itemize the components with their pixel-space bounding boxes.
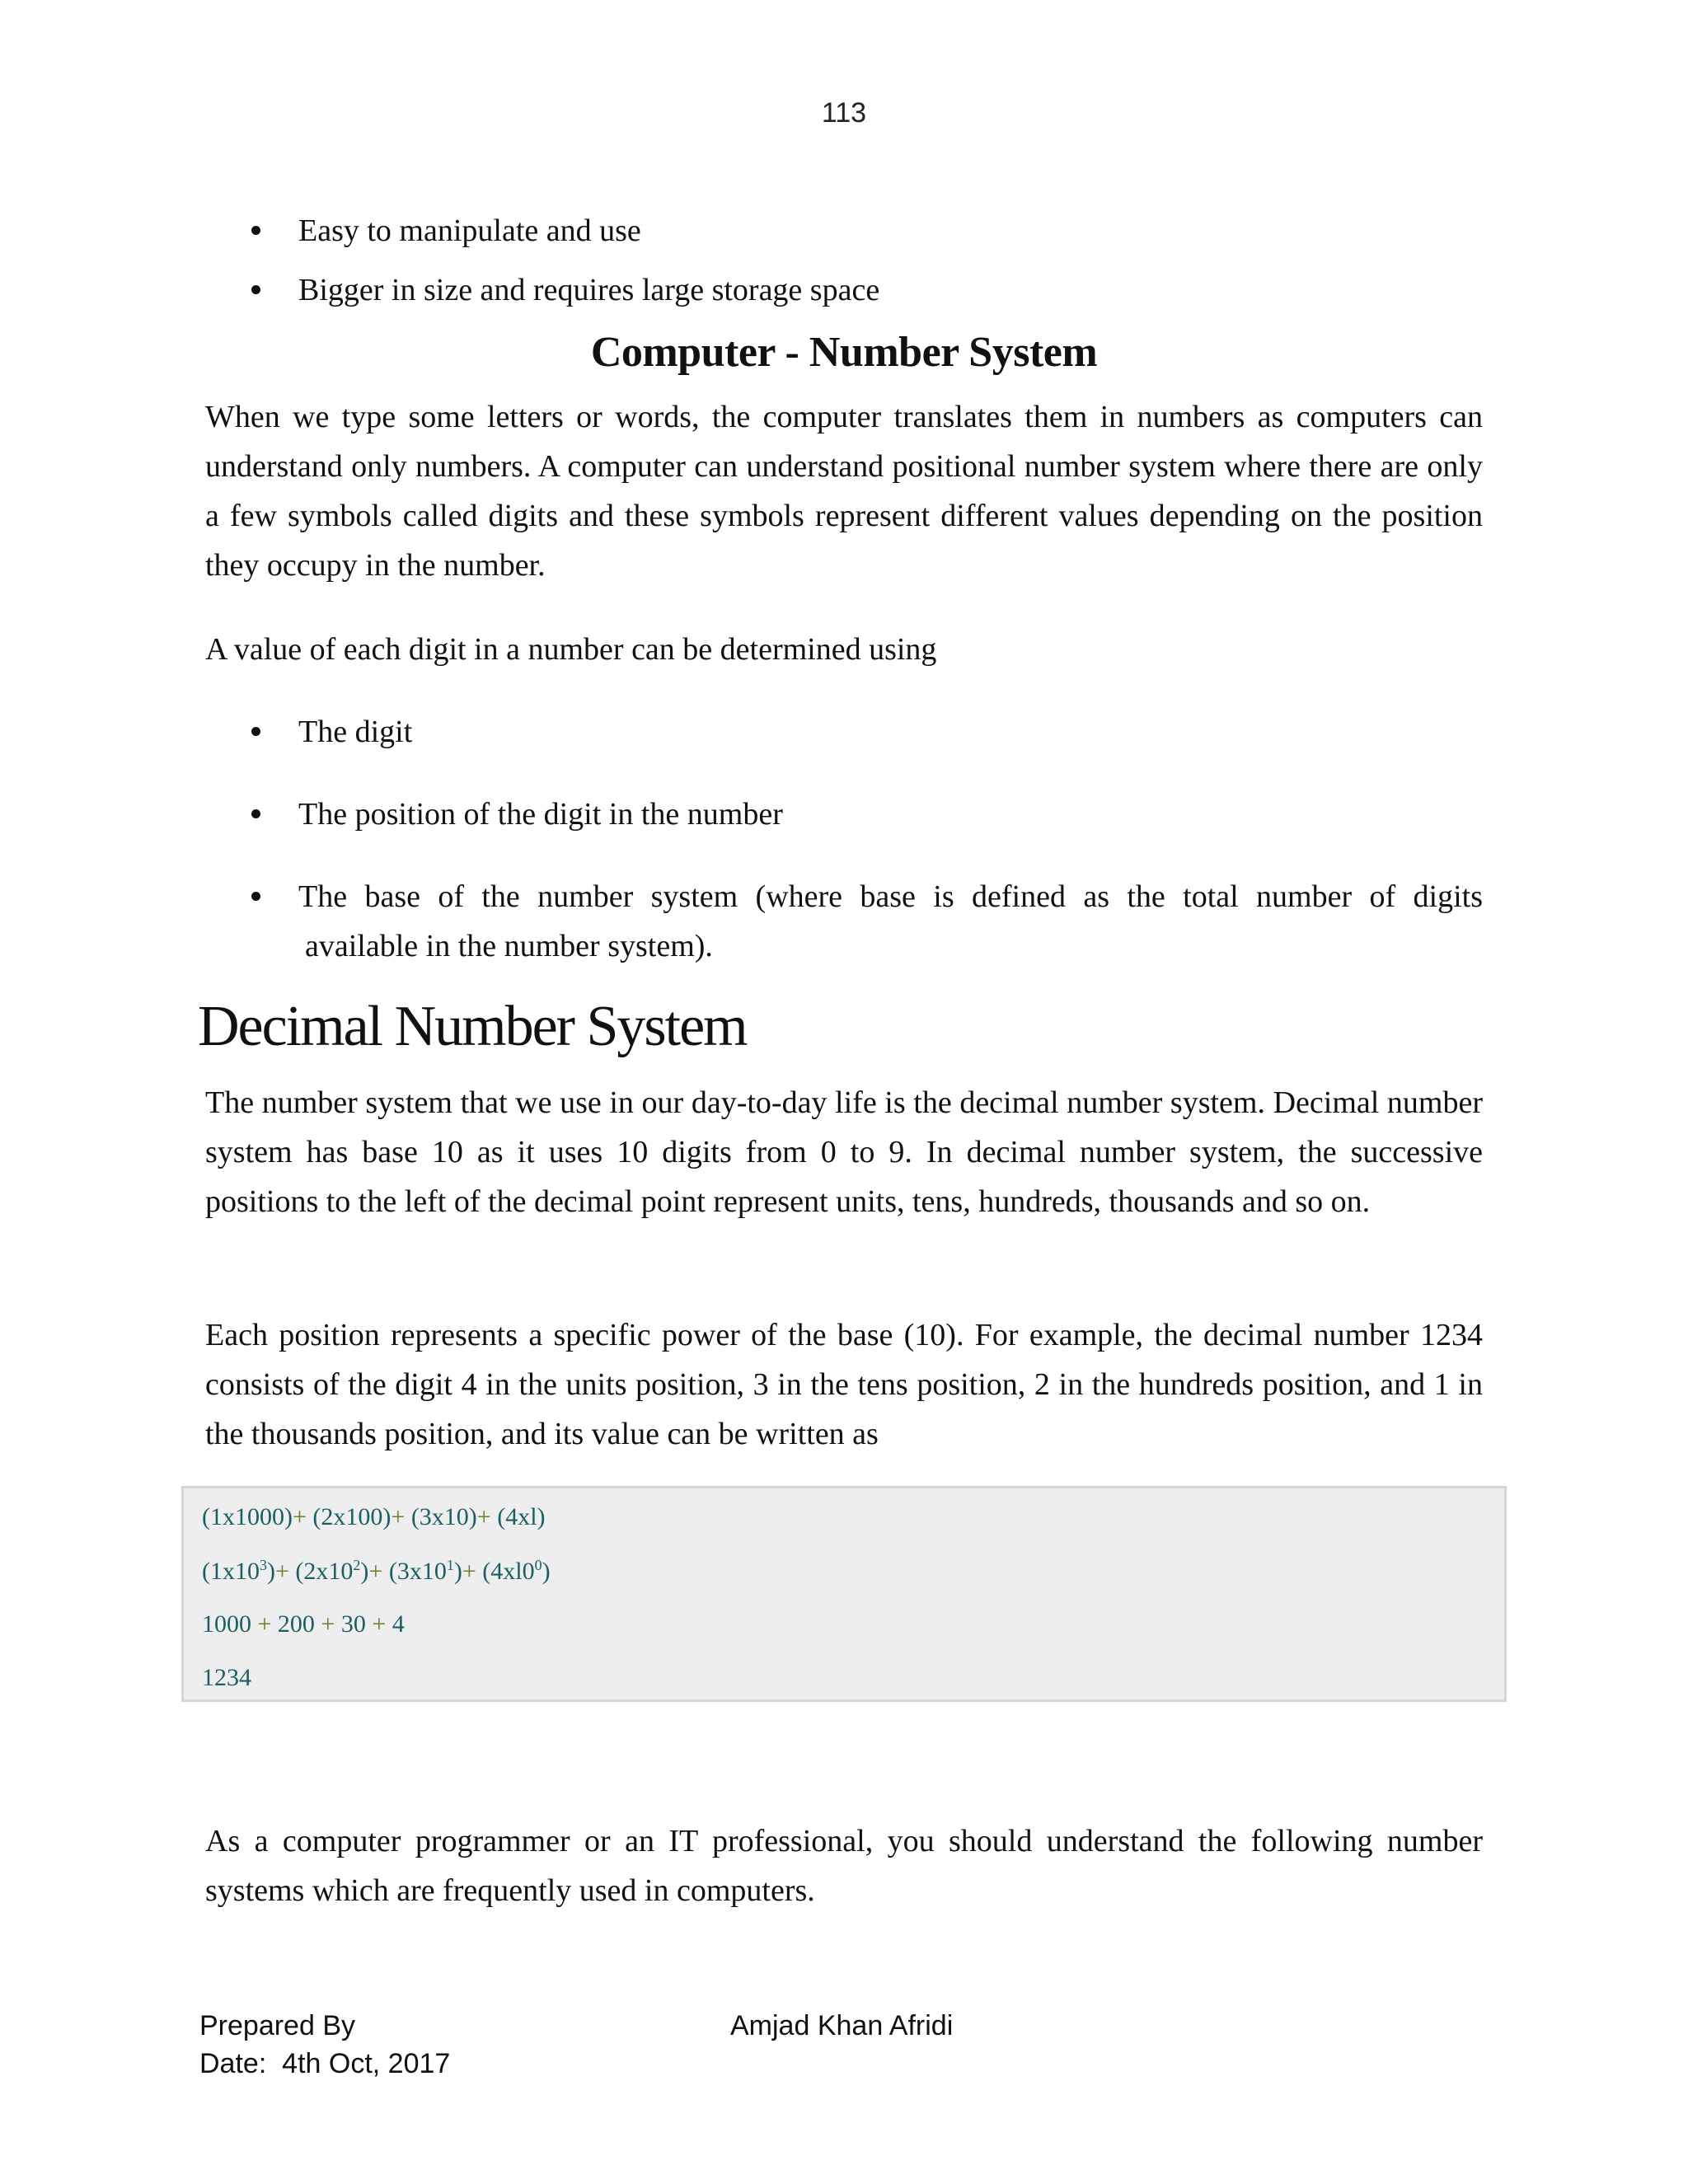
code-term: ) [360, 1558, 369, 1585]
footer-date: Date: 4th Oct, 2017 [199, 2048, 451, 2079]
code-operator: + [476, 1503, 498, 1530]
code-term: 30 [340, 1610, 366, 1638]
bullet-icon [251, 892, 260, 901]
code-term: (2x100) [312, 1503, 392, 1530]
code-term: (3x10) [410, 1503, 477, 1530]
code-exponent: 2 [353, 1557, 361, 1573]
list-item-text [298, 872, 1483, 971]
bullet-icon [251, 285, 260, 294]
code-line [202, 1610, 405, 1638]
code-operator: + [391, 1503, 411, 1530]
code-operator: + [292, 1503, 313, 1530]
code-term: (1x1000) [202, 1503, 293, 1530]
code-term: ) [453, 1558, 462, 1585]
decimal-paragraph: The number system that we use in our day-to-day life is the decimal number system. Decimal number system has base 10 as it uses 10 digits from 0 to 9. In decimal number system, the successive positions to the left of the decimal point represent units, tens, hundreds, thousands and so on. [205, 1085, 1483, 1219]
footer-prepared [199, 2007, 450, 2083]
footer-author: Amjad Khan Afridi [730, 2010, 954, 2041]
footer-prepared-by: Prepared By [199, 2010, 355, 2041]
intro-paragraph: When we type some letters or words, the computer translates them in numbers as computers can understand only numbers. A computer can understand positional number system where there are only a few symbols called digits and these symbols represent different values depending on the position they occupy in the number. [205, 400, 1483, 583]
code-operator: + [314, 1610, 341, 1638]
code-term: ) [267, 1558, 275, 1585]
bullet-icon [251, 727, 260, 736]
bullet-icon [251, 226, 260, 235]
section-heading: Decimal Number System [198, 995, 747, 1058]
code-operator: + [365, 1610, 392, 1638]
code-term: (1x10 [202, 1558, 260, 1585]
code-operator: + [462, 1558, 483, 1585]
code-line [202, 1664, 251, 1692]
code-operator: + [251, 1610, 278, 1638]
list-item-text-line: The base of the number system (where base is defined as the total number of digits [298, 879, 1483, 914]
code-term: (4xl0 [482, 1558, 535, 1585]
code-block [181, 1486, 1507, 1702]
value-intro: A value of each digit in a number can be determined using [205, 632, 937, 667]
closing-paragraph: As a computer programmer or an IT professional, you should understand the following number systems which are frequently used in computers. [205, 1824, 1483, 1908]
code-term: (4xl) [497, 1503, 546, 1530]
code-term: (2x10 [295, 1558, 354, 1585]
code-term: 200 [277, 1610, 315, 1638]
list-item-text: The position of the digit in the number [298, 797, 783, 832]
code-exponent: 1 [446, 1557, 454, 1573]
code-term: (3x10 [388, 1558, 447, 1585]
code-operator: + [275, 1558, 296, 1585]
code-term: 1234 [202, 1664, 251, 1691]
page-heading: Computer - Number System [590, 329, 1098, 376]
list-item-text: Bigger in size and requires large storage space [298, 273, 880, 307]
list-item-text-line: available in the number system). [305, 929, 713, 963]
code-operator: + [368, 1558, 389, 1585]
list-item-text: Easy to manipulate and use [298, 213, 641, 248]
code-line [202, 1503, 546, 1531]
code-term: 4 [392, 1610, 405, 1638]
page-number: 113 [821, 97, 867, 129]
code-exponent: 0 [534, 1557, 542, 1573]
decimal-paragraph: Each position represents a specific power of the base (10). For example, the decimal number 1234 consists of the digit 4 in the units position, 3 in the tens position, 2 in the hundreds position, and 1 in the thousands position, and its value can be written as [205, 1318, 1483, 1451]
code-term: ) [542, 1558, 551, 1585]
code-exponent: 3 [260, 1557, 267, 1573]
bullet-icon [251, 809, 260, 818]
code-line [202, 1557, 551, 1586]
list-item-text: The digit [298, 715, 413, 749]
code-term: 1000 [202, 1610, 251, 1638]
